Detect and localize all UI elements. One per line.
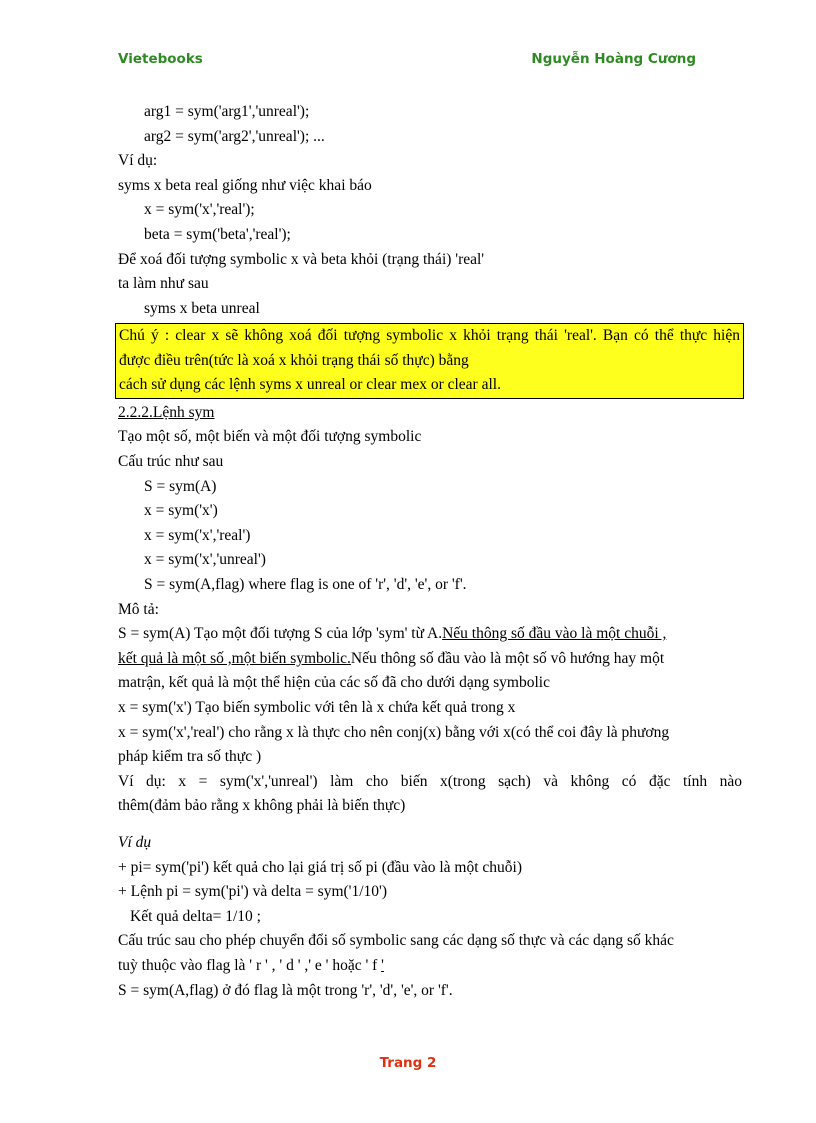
text-line: x = sym('x','unreal') xyxy=(144,551,266,569)
underlined-span: ' xyxy=(381,956,384,974)
text-line: thêm(đảm bảo rằng x không phải là biến thực) xyxy=(118,797,406,815)
note-line: Chú ý : clear x sẽ không xoá đối tượng symbolic x khỏi trạng thái 'real'. Bạn có thể thực hiện xyxy=(119,327,740,345)
text-span: S = sym(A) Tạo một đối tượng S của lớp 'sym' từ A. xyxy=(118,625,443,643)
text-span: tuỳ thuộc vào flag là ' r ' , ' d ' ,' e ' hoặc ' f xyxy=(118,956,382,974)
spacer xyxy=(118,819,742,831)
text-line: Để xoá đối tượng symbolic x và beta khỏi (trạng thái) 'real' xyxy=(118,250,485,268)
page-number: Trang 2 xyxy=(379,1055,437,1071)
text-line: ta làm như sau xyxy=(118,275,209,293)
text-line: x = sym('x','real') cho rằng x là thực cho nên conj(x) bằng với x(có thể coi đây là phương xyxy=(118,723,670,741)
underlined-span: kết quả là một số ,một biến symbolic. xyxy=(118,649,351,667)
note-line: được điều trên(tức là xoá x khỏi trạng thái số thực) bằng xyxy=(119,351,469,369)
text-line: + pi= sym('pi') kết quả cho lại giá trị số pi (đầu vào là một chuỗi) xyxy=(118,858,523,876)
underlined-span: Nếu thông số đầu vào là một chuỗi , xyxy=(442,625,667,643)
text-line: x = sym('x') xyxy=(144,502,218,520)
header-right: Nguyễn Hoàng Cương xyxy=(531,51,696,67)
text-line xyxy=(118,622,742,647)
text-line: S = sym(A) xyxy=(144,477,217,495)
text-line xyxy=(118,954,742,979)
text-line: Ví dụ: xyxy=(118,152,158,170)
section-heading: 2.2.2.Lệnh sym xyxy=(118,403,215,421)
text-line: S = sym(A,flag) where flag is one of 'r', 'd', 'e', or 'f'. xyxy=(144,576,467,593)
text-line: Cấu trúc như sau xyxy=(118,453,224,471)
text-line: pháp kiểm tra số thực ) xyxy=(118,748,262,766)
text-line: arg1 = sym('arg1','unreal'); xyxy=(144,103,310,120)
text-line: x = sym('x') Tạo biến symbolic với tên là x chứa kết quả trong x xyxy=(118,698,516,716)
text-line: Ví dụ: x = sym('x','unreal') làm cho biến x(trong sạch) và không có đặc tính nào xyxy=(118,772,742,790)
text-line: matrận, kết quả là một thể hiện của các số đã cho dưới dạng symbolic xyxy=(118,674,550,692)
text-line: Mô tả: xyxy=(118,600,159,618)
example-heading: Ví dụ xyxy=(118,833,152,851)
text-line: S = sym(A,flag) ở đó flag là một trong 'r', 'd', 'e', or 'f'. xyxy=(118,981,453,999)
text-line: arg2 = sym('arg2','unreal'); ... xyxy=(144,127,325,145)
text-line: syms x beta real giống như việc khai báo xyxy=(118,176,372,194)
note-box xyxy=(115,323,744,399)
text-line xyxy=(118,647,742,672)
note-line: cách sử dụng các lệnh syms x unreal or clear mex or clear all. xyxy=(119,376,501,394)
header-left: Vietebooks xyxy=(118,51,203,67)
text-span: Nếu thông số đầu vào là một số vô hướng hay một xyxy=(350,649,665,667)
text-line: + Lệnh pi = sym('pi') và delta = sym('1/10') xyxy=(118,883,387,901)
text-line: Tạo một số, một biến và một đối tượng symbolic xyxy=(118,428,422,446)
text-line: x = sym('x','real') xyxy=(144,526,251,544)
page-content xyxy=(118,100,742,1003)
text-line: x = sym('x','real'); xyxy=(144,201,255,219)
text-line: beta = sym('beta','real'); xyxy=(144,225,291,243)
text-line: syms x beta unreal xyxy=(144,299,260,317)
text-line: Cấu trúc sau cho phép chuyển đổi số symbolic sang các dạng số thực và các dạng số khác xyxy=(118,932,674,950)
text-line: Kết quả delta= 1/10 ; xyxy=(130,907,261,925)
